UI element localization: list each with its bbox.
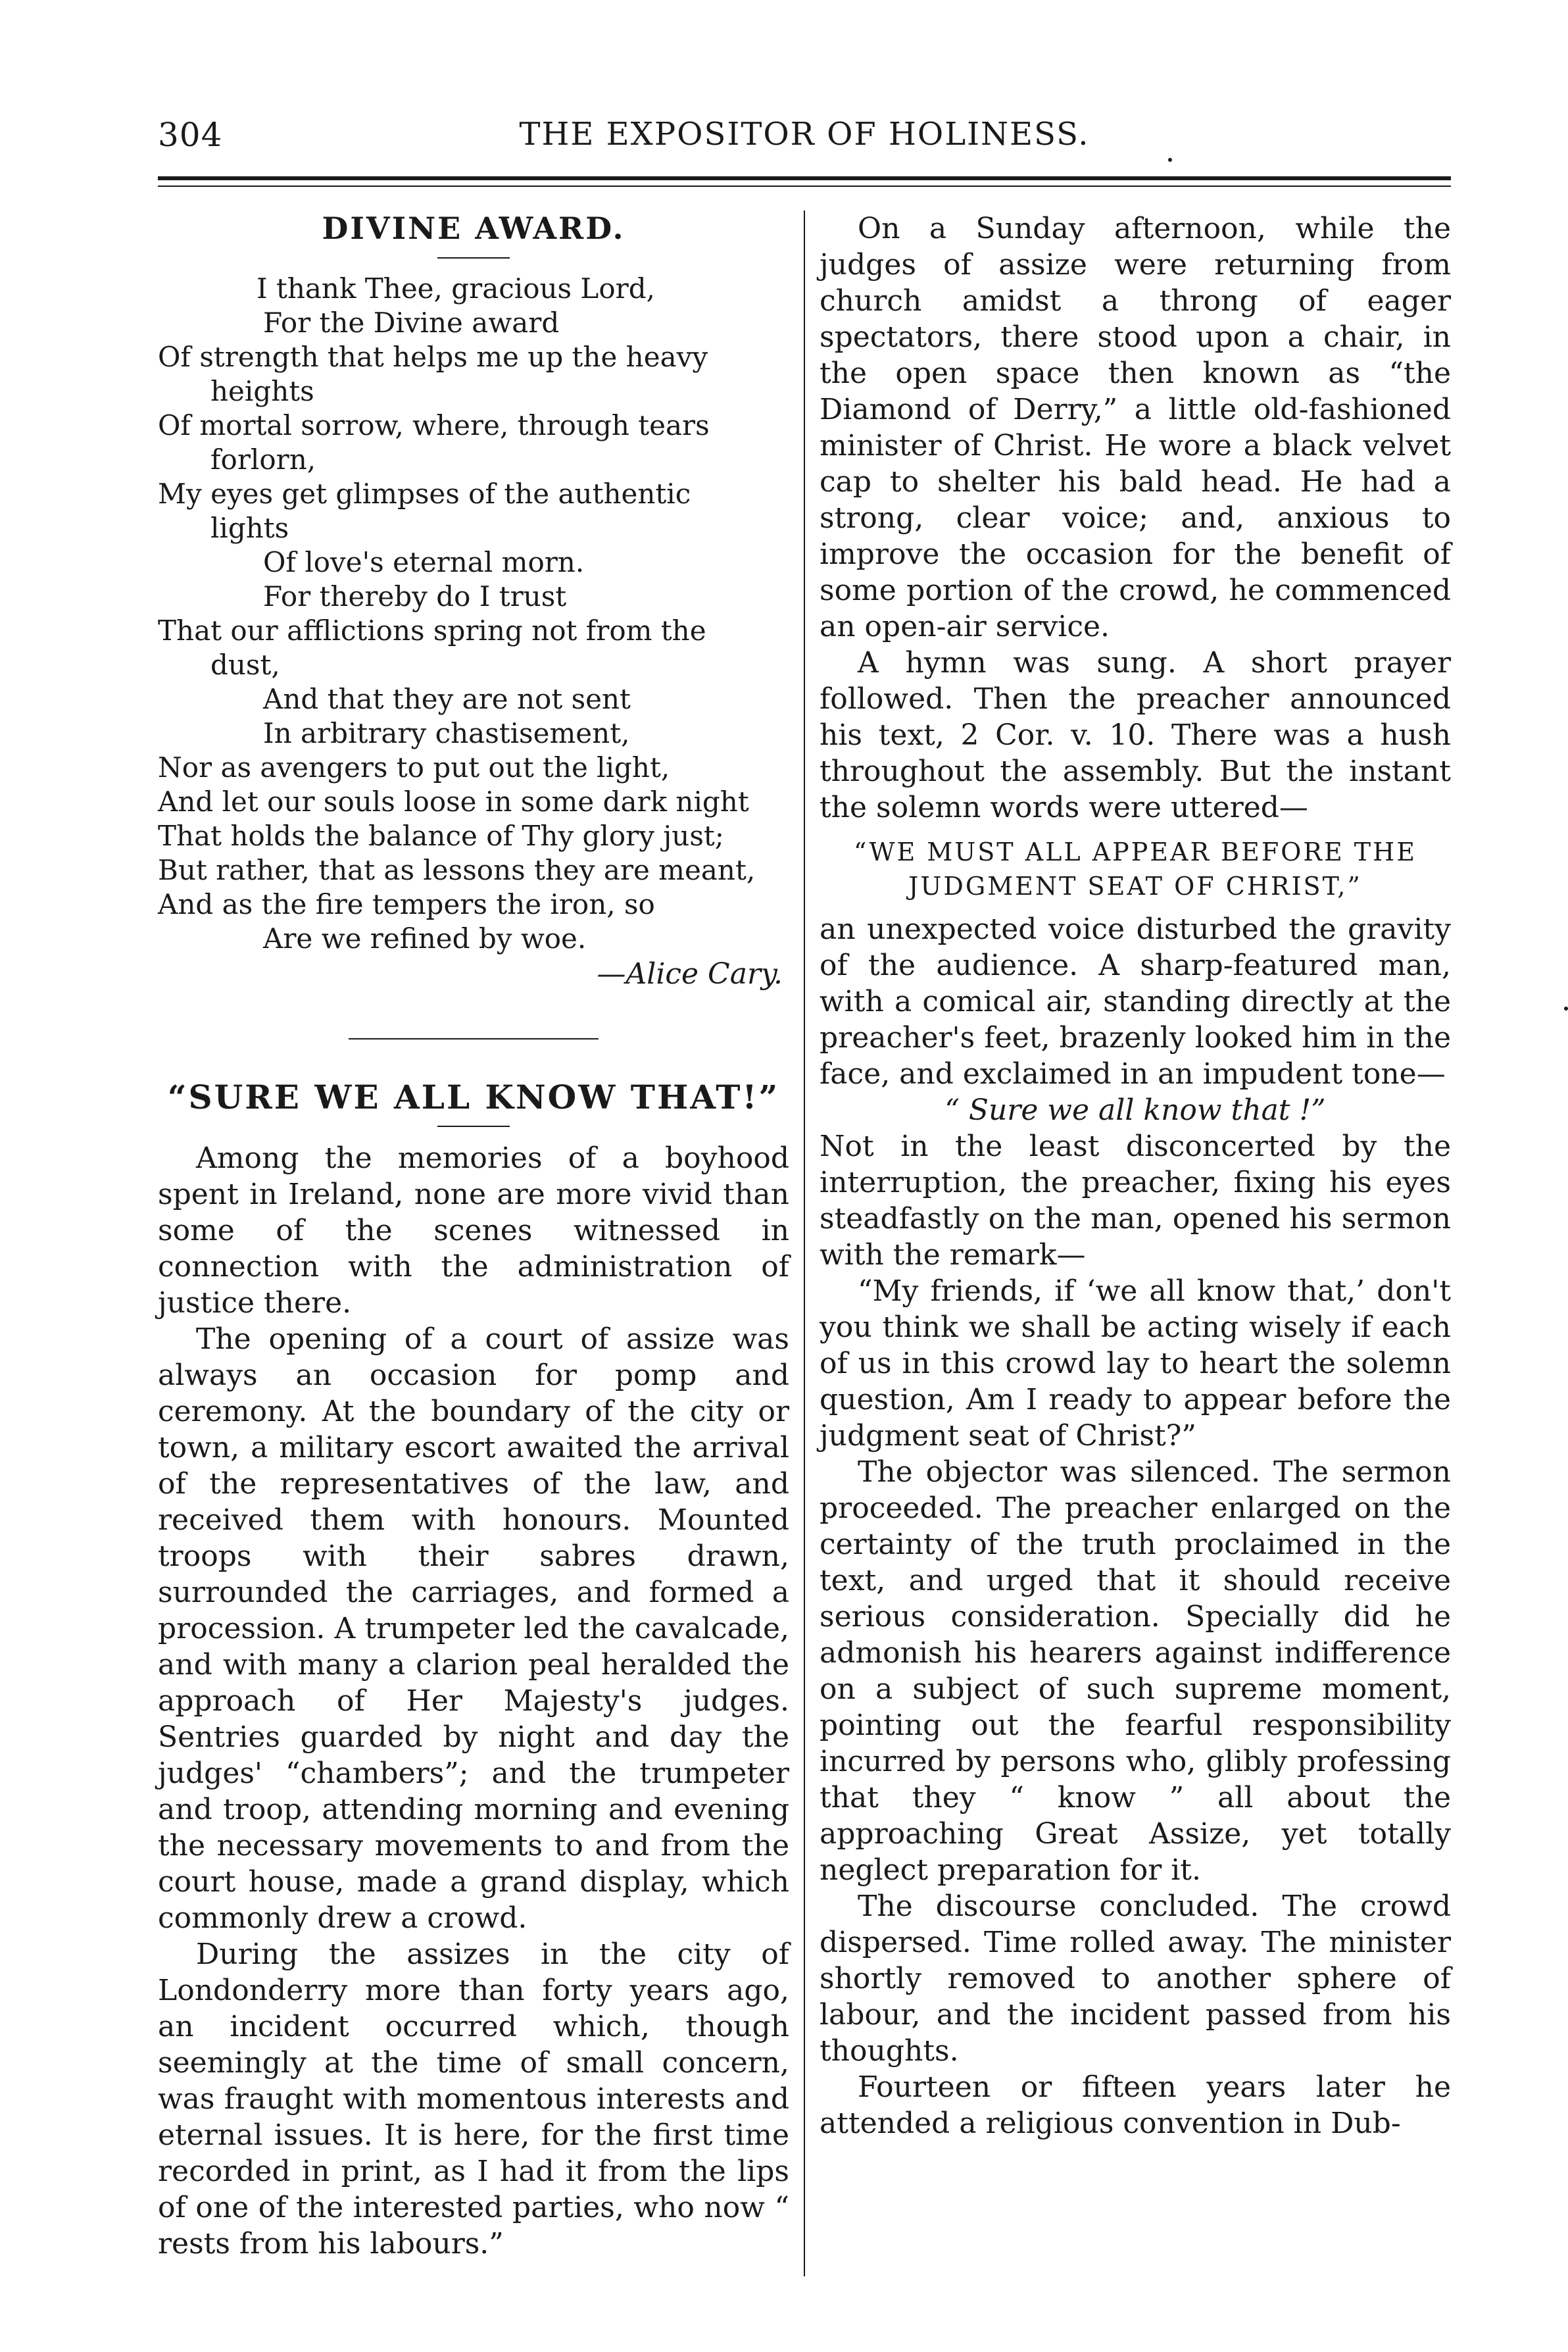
poem	[158, 272, 789, 956]
section-divider	[349, 1038, 599, 1039]
print-speck	[1168, 158, 1172, 162]
scripture-line: “WE MUST ALL APPEAR BEFORE THE	[853, 838, 1417, 866]
poem-line: dust,	[210, 649, 280, 681]
poem-line: For thereby do I trust	[263, 580, 567, 613]
poem-line: But rather, that as lessons they are meant,	[158, 854, 756, 886]
running-title: THE EXPOSITOR OF HOLINESS.	[519, 116, 1090, 153]
right-column	[820, 211, 1451, 2141]
header-rule-thin	[158, 186, 1451, 187]
print-speck	[1564, 1007, 1568, 1011]
poem-line: In arbitrary chastisement,	[263, 717, 630, 749]
article-title-rule	[437, 1126, 510, 1127]
poem-line: forlorn,	[210, 443, 316, 476]
page-number: 304	[158, 116, 223, 154]
scripture-quote	[820, 835, 1451, 903]
column-divider	[804, 211, 805, 2276]
left-column	[158, 211, 789, 2262]
poem-line: And as the fire tempers the iron, so	[158, 888, 655, 920]
article-paragraph: “My friends, if ‘we all know that,’ don't you think we shall be acting wisely if each of us in this crowd lay to heart the solemn question, Am I ready to appear before the judgment seat of Christ?”	[820, 1274, 1451, 1453]
page-header	[158, 111, 1451, 163]
scripture-line: JUDGMENT SEAT OF CHRIST,”	[908, 872, 1362, 901]
article-paragraph: Not in the least disconcerted by the interruption, the preacher, fixing his eyes steadfastly on the man, opened his sermon with the remark—	[820, 1130, 1451, 1272]
poem-line: Are we refined by woe.	[263, 922, 587, 955]
poem-line: Nor as avengers to put out the light,	[158, 751, 670, 784]
poem-title-rule	[437, 257, 510, 259]
poem-line: I thank Thee, gracious Lord,	[257, 272, 655, 305]
poem-attribution: —Alice Cary.	[597, 957, 783, 991]
article-paragraph: Among the memories of a boyhood spent in Ireland, none are more vivid than some of the scenes witnessed in connection with the administration of justice there.	[158, 1141, 789, 1320]
article-paragraph: The objector was silenced. The sermon proceeded. The preacher enlarged on the certainty of the truth proclaimed in the text, and urged that it should receive serious consideration. Specially did he admonish his hearers against indifference on a subject of such supreme moment, pointing out the fearful responsibility incurred by persons who, glibly professing that they “ know ” all about the approaching Great Assize, yet totally neglect preparation for it.	[820, 1455, 1451, 1887]
poem-line: That holds the balance of Thy glory just;	[158, 820, 724, 852]
poem-line: Of strength that helps me up the heavy	[158, 341, 708, 373]
interjection-quote: “ Sure we all know that !”	[944, 1093, 1326, 1127]
poem-line: And let our souls loose in some dark night	[158, 786, 749, 818]
article-paragraph: Fourteen or fifteen years later he attended a religious convention in Dub-	[820, 2070, 1451, 2140]
article-paragraph: The discourse concluded. The crowd dispersed. Time rolled away. The minister shortly removed to another sphere of labour, and the incident passed from his thoughts.	[820, 1889, 1451, 2068]
poem-line: heights	[210, 375, 314, 407]
poem-line: lights	[210, 512, 289, 544]
poem-line: Of mortal sorrow, where, through tears	[158, 409, 710, 441]
article-paragraph: A hymn was sung. A short prayer followed. Then the preacher announced his text, 2 Cor. v. 10. There was a hush throughout the assembly. But the instant the solemn words were uttered—	[820, 646, 1451, 824]
poem-line: My eyes get glimpses of the authentic	[158, 478, 691, 510]
poem-title: DIVINE AWARD.	[322, 211, 625, 246]
header-rule-thick	[158, 176, 1451, 180]
poem-line: Of love's eternal morn.	[263, 546, 585, 578]
article-paragraph: The opening of a court of assize was always an occasion for pomp and ceremony. At the boundary of the city or town, a military escort awaited the arrival of the representatives of the law, and received them with honours. Mounted troops with their sabres drawn, surrounded the carriages, and formed a procession. A trumpeter led the cavalcade, and with many a clarion peal heralded the approach of Her Majesty's judges. Sentries guarded by night and day the judges' “chambers”; and the trumpeter and troop, attending morning and evening the necessary movements to and from the court house, made a grand display, which commonly drew a crowd.	[158, 1322, 789, 1935]
poem-line: For the Divine award	[263, 307, 560, 339]
article-paragraph: On a Sunday afternoon, while the judges of assize were returning from church amidst a throng of eager spectators, there stood upon a chair, in the open space then known as “the Diamond of Derry,” a little old-fashioned minister of Christ. He wore a black velvet cap to shelter his bald head. He had a strong, clear voice; and, anxious to improve the occasion for the benefit of some portion of the crowd, he commenced an open-air service.	[820, 212, 1451, 643]
article-paragraph: During the assizes in the city of Londonderry more than forty years ago, an incident occurred which, though seemingly at the time of small concern, was fraught with momentous interests and eternal issues. It is here, for the first time recorded in print, as I had it from the lips of one of the interested parties, who now “ rests from his labours.”	[158, 1938, 789, 2261]
poem-line: That our afflictions spring not from the	[158, 614, 706, 647]
article-paragraph: an unexpected voice disturbed the gravity of the audience. A sharp-featured man, with a comical air, standing directly at the preacher's feet, brazenly looked him in the face, and exclaimed in an impudent tone—	[820, 913, 1451, 1091]
article-title: “SURE WE ALL KNOW THAT!”	[167, 1078, 780, 1116]
poem-line: And that they are not sent	[263, 683, 631, 715]
